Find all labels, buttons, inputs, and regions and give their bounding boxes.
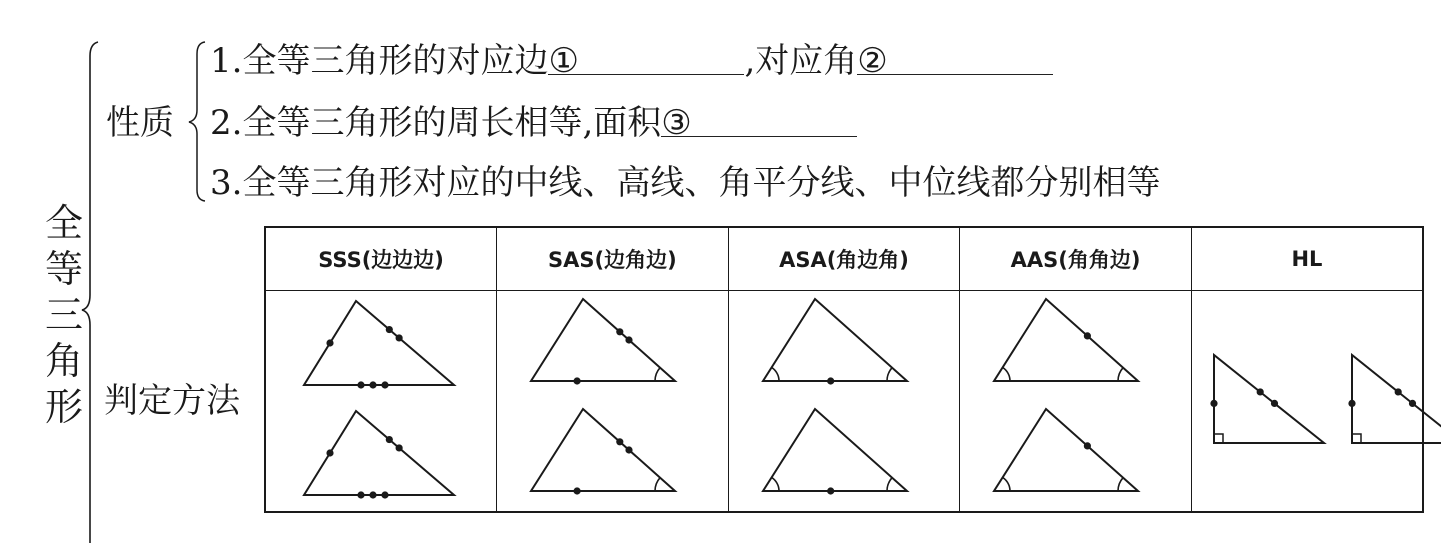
sss-figures xyxy=(266,291,484,511)
property-item-1 xyxy=(210,41,1053,81)
hl-triangle-2-right-angle-mark xyxy=(1352,434,1361,443)
aas-triangle-2-angle-c-arc xyxy=(1118,478,1123,491)
sas-triangle-1-side-bc-mark-1 xyxy=(616,328,623,335)
sss-triangle-1-side-ac-mark-3 xyxy=(381,381,388,388)
aas-triangle-1 xyxy=(994,299,1138,381)
hl-triangle-1 xyxy=(1214,355,1324,443)
criteria-label: 判定方法 xyxy=(104,381,240,421)
sas-triangle-2-side-ac-mark xyxy=(574,487,581,494)
aas-figure-cell xyxy=(960,291,1192,513)
topic-char-2: 等 xyxy=(44,247,83,291)
hl-triangle-1-hypotenuse-mark-2 xyxy=(1271,400,1278,407)
sss-triangle-2-side-ab-mark xyxy=(326,449,333,456)
sss-triangle-1-side-ac-mark-1 xyxy=(357,381,364,388)
hl-triangle-1-right-angle-mark xyxy=(1214,434,1223,443)
criterion-aas-header: AAS(角角边) xyxy=(960,227,1192,291)
sas-triangle-1-side-ac-mark xyxy=(574,377,581,384)
aas-triangle-1-angle-c-arc xyxy=(1118,368,1123,381)
answer-blank-1[interactable] xyxy=(548,41,744,81)
sss-triangle-1-side-ab-mark xyxy=(326,339,333,346)
property-2-text: 2.全等三角形的周长相等,面积 xyxy=(210,103,662,143)
criteria-header-row xyxy=(265,227,1423,291)
sas-triangle-1 xyxy=(531,299,675,381)
aas-triangle-2-side-bc-mark xyxy=(1084,442,1091,449)
sas-triangle-2 xyxy=(531,409,675,491)
sas-figures xyxy=(497,291,715,511)
topic-char-3: 三 xyxy=(44,293,83,337)
properties-label: 性质 xyxy=(106,103,174,143)
topic-char-4: 角 xyxy=(44,339,83,383)
asa-triangle-1-side-ac-mark xyxy=(827,377,834,384)
asa-triangle-1 xyxy=(763,299,907,381)
hl-triangle-1-leg-mark xyxy=(1210,400,1217,407)
hl-figures xyxy=(1192,291,1441,511)
topic-char-1: 全 xyxy=(44,201,83,245)
sas-triangle-1-angle-c-arc xyxy=(655,368,660,381)
asa-triangle-2 xyxy=(763,409,907,491)
properties-brace xyxy=(186,40,208,202)
answer-blank-2[interactable] xyxy=(857,41,1053,81)
aas-triangle-2 xyxy=(994,409,1138,491)
blank-2-number: ② xyxy=(857,41,888,81)
sss-triangle-2-side-ac-mark-1 xyxy=(357,491,364,498)
sas-figure-cell xyxy=(497,291,729,513)
sss-figure-cell xyxy=(265,291,497,513)
asa-triangle-1-angle-a-arc xyxy=(771,367,778,381)
sss-triangle-1-side-bc-mark-2 xyxy=(396,334,403,341)
hl-figure-cell xyxy=(1191,291,1423,513)
asa-triangle-2-angle-c-arc xyxy=(887,478,892,491)
sas-triangle-2-side-bc-mark-2 xyxy=(625,446,632,453)
sss-triangle-1-side-bc-mark-1 xyxy=(386,326,393,333)
sas-triangle-2-angle-c-arc xyxy=(655,478,660,491)
asa-figure-cell xyxy=(728,291,960,513)
topic-title xyxy=(44,200,84,430)
sss-triangle-2-side-ac-mark-2 xyxy=(369,491,376,498)
sas-triangle-2-side-bc-mark-1 xyxy=(616,438,623,445)
criterion-sss-header: SSS(边边边) xyxy=(265,227,497,291)
criterion-asa-header: ASA(角边角) xyxy=(728,227,960,291)
sss-triangle-2-side-bc-mark-1 xyxy=(386,436,393,443)
asa-figures xyxy=(729,291,947,511)
hl-triangle-2-hypotenuse-mark-1 xyxy=(1394,388,1401,395)
criteria-figure-row xyxy=(265,291,1423,513)
answer-blank-3[interactable] xyxy=(661,103,857,143)
hl-triangle-2 xyxy=(1352,355,1441,443)
aas-triangle-1-side-bc-mark xyxy=(1084,332,1091,339)
property-1-middle: ,对应角 xyxy=(744,41,858,81)
hl-triangle-2-leg-mark xyxy=(1348,400,1355,407)
aas-triangle-2-angle-a-arc xyxy=(1003,477,1010,491)
blank-3-number: ③ xyxy=(661,103,692,143)
aas-triangle-1-angle-a-arc xyxy=(1003,367,1010,381)
hl-triangle-2-hypotenuse-mark-2 xyxy=(1409,400,1416,407)
sss-triangle-2-side-bc-mark-2 xyxy=(396,444,403,451)
asa-triangle-2-side-ac-mark xyxy=(827,487,834,494)
sss-triangle-2-side-ac-mark-3 xyxy=(381,491,388,498)
criterion-hl-header: HL xyxy=(1191,227,1423,291)
asa-triangle-2-angle-a-arc xyxy=(771,477,778,491)
aas-figures xyxy=(960,291,1178,511)
topic-char-5: 形 xyxy=(44,385,83,429)
criterion-sas-header: SAS(边角边) xyxy=(497,227,729,291)
property-item-2 xyxy=(210,103,857,143)
property-item-3: 3.全等三角形对应的中线、高线、角平分线、中位线都分别相等 xyxy=(210,163,1161,203)
property-1-text: 1.全等三角形的对应边 xyxy=(210,41,549,81)
sas-triangle-1-side-bc-mark-2 xyxy=(625,336,632,343)
criteria-table xyxy=(264,226,1424,513)
sss-triangle-1-side-ac-mark-2 xyxy=(369,381,376,388)
asa-triangle-1-angle-c-arc xyxy=(887,368,892,381)
blank-1-number: ① xyxy=(548,41,579,81)
hl-triangle-1-hypotenuse-mark-1 xyxy=(1256,388,1263,395)
